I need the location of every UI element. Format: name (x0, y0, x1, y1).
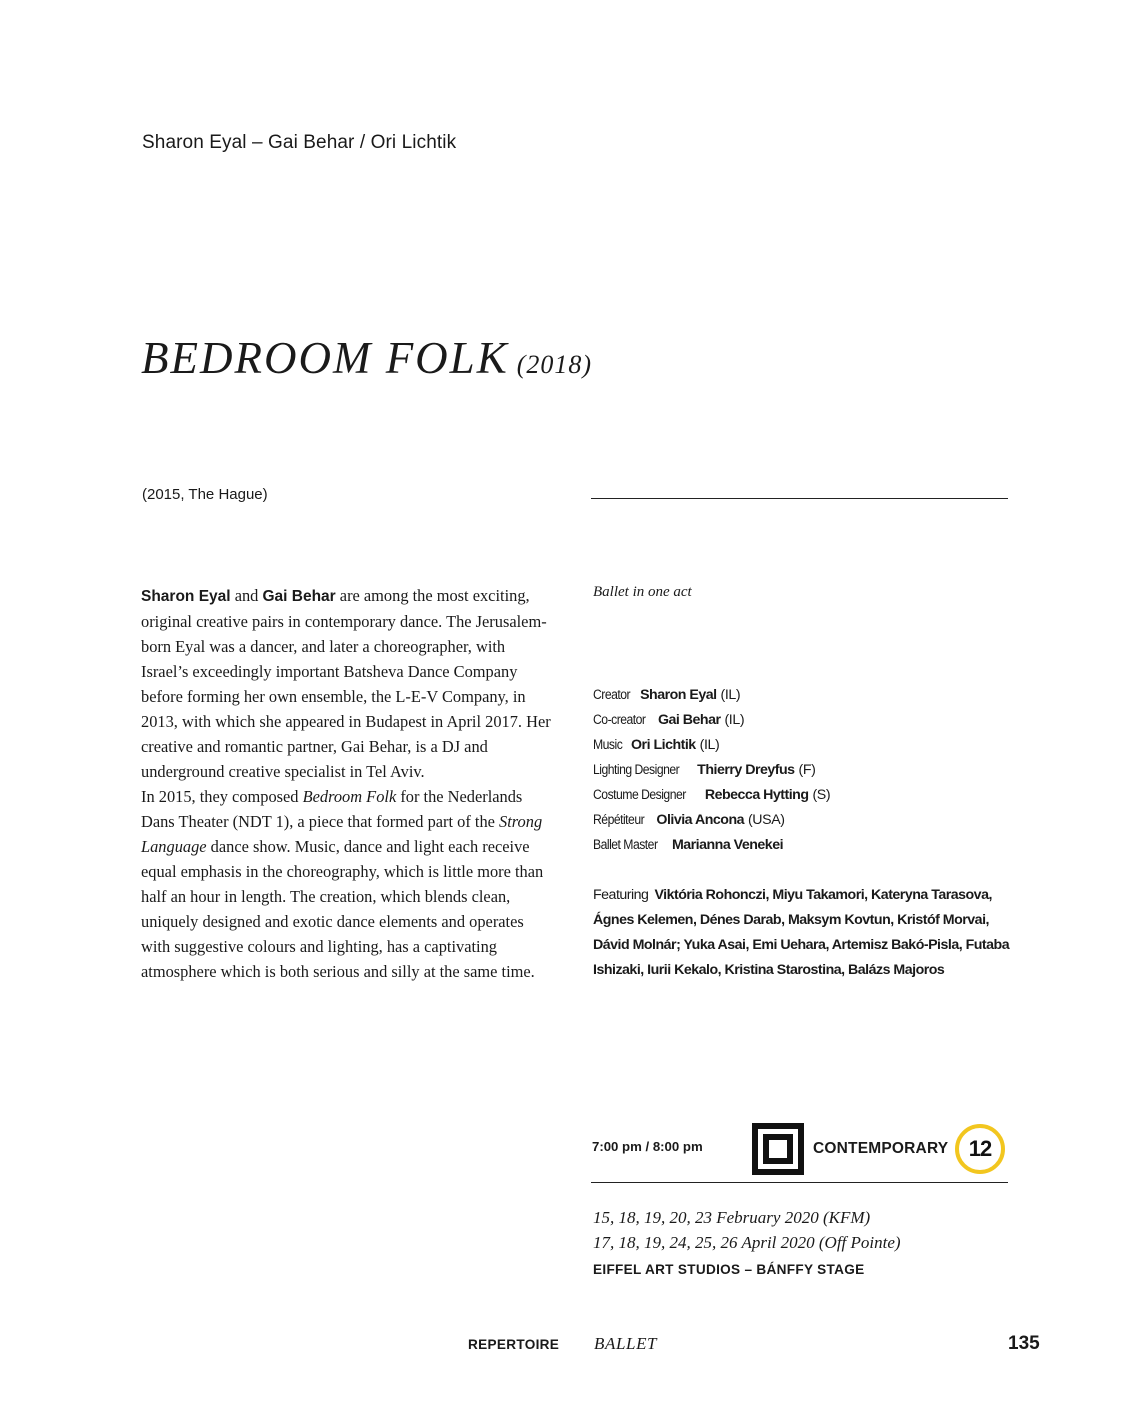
credit-name: Ori Lichtik (631, 737, 696, 753)
footer-section: REPERTOIRE (468, 1337, 560, 1352)
credit-row (593, 708, 830, 733)
body-p2-a: In 2015, they composed (141, 787, 303, 806)
featuring-cast (593, 883, 1023, 983)
credit-name: Olivia Ancona (656, 812, 745, 828)
credit-name: Thierry Dreyfus (697, 762, 795, 778)
credit-row (593, 683, 830, 708)
credit-role: Creator (593, 687, 631, 703)
credit-country: (F) (798, 762, 816, 778)
credit-name: Rebecca Hytting (704, 787, 809, 803)
credit-role: Répétiteur (593, 812, 645, 828)
credit-role: Co-creator (593, 712, 646, 728)
credit-name: Sharon Eyal (640, 687, 717, 703)
contemporary-square-icon (752, 1123, 804, 1175)
credit-country: (S) (812, 787, 831, 803)
credit-row (593, 783, 830, 808)
credit-country: (IL) (699, 737, 720, 753)
body-paragraph-2 (141, 784, 553, 984)
dates-february: 15, 18, 19, 20, 23 February 2020 (KFM) (593, 1208, 871, 1227)
footer-category: BALLET (594, 1334, 658, 1353)
authors-line: Sharon Eyal – Gai Behar / Ori Lichtik (142, 132, 457, 153)
page-title (141, 332, 592, 384)
credit-role: Ballet Master (593, 837, 658, 853)
divider-top (591, 498, 1008, 499)
title-main: BEDROOM FOLK (141, 333, 509, 383)
credit-country: (USA) (747, 812, 785, 828)
credit-name: Marianna Venekei (671, 837, 784, 853)
page-number: 135 (1008, 1333, 1040, 1354)
body-and: and (230, 586, 263, 605)
credit-name: Gai Behar (657, 712, 721, 728)
featuring-label: Featuring (593, 887, 649, 903)
credit-country: (IL) (724, 712, 745, 728)
divider-bottom (591, 1182, 1008, 1183)
title-year: (2018) (516, 350, 593, 379)
body-name-2: Gai Behar (262, 588, 336, 605)
age-rating-badge: 12 (955, 1124, 1005, 1174)
credit-role: Music (593, 737, 623, 753)
premiere-note: (2015, The Hague) (142, 486, 268, 503)
body-paragraph-1-rest: are among the most exciting, original creative pairs in contemporary dance. The Jerusalem-born Eyal was a dancer, and later a choreographer, with Israel’s exceedingly important Batsheva Dance Company before forming her own ensemble, the L-E-V Company, in 2013, with which she appeared in Budapest in April 2017. Her creative and romantic partner, Gai Behar, is a DJ and underground creative specialist in Tel Aviv. (141, 586, 551, 781)
credit-row (593, 733, 830, 758)
credit-role: Lighting Designer (593, 762, 680, 778)
credit-row (593, 808, 830, 833)
credit-row (593, 833, 830, 858)
dates-april: 17, 18, 19, 24, 25, 26 April 2020 (Off Pointe) (593, 1233, 901, 1252)
credit-row (593, 758, 830, 783)
credit-country: (IL) (720, 687, 741, 703)
credit-role: Costume Designer (593, 787, 686, 803)
genre: Ballet in one act (593, 584, 692, 600)
performance-times: 7:00 pm / 8:00 pm (592, 1139, 703, 1154)
body-p2-b: for the Nederlands Dans Theater (NDT 1), a piece that formed part of the (141, 787, 523, 831)
body-title-1: Bedroom Folk (302, 787, 397, 806)
category-label: CONTEMPORARY (813, 1140, 949, 1157)
body-title-2: Strong Language (141, 812, 543, 856)
body-name-1: Sharon Eyal (141, 588, 231, 605)
featuring-names: Viktória Rohonczi, Miyu Takamori, Kateryna Tarasova, Ágnes Kelemen, Dénes Darab, Maksym Kovtun, Kristóf Morvai, Dávid Molnár; Yuka Asai, Emi Uehara, Artemisz Bakó-Pisla, Futaba Ishizaki, Iurii Kekalo, Kristina Starostina, Balázs Majoros (593, 887, 1010, 978)
body-paragraph-1 (141, 583, 553, 784)
body-text (141, 583, 553, 984)
venue: EIFFEL ART STUDIOS – BÁNFFY STAGE (593, 1262, 865, 1277)
body-p2-c: dance show. Music, dance and light each receive equal emphasis in the choreography, which is little more than half an hour in length. The creation, which blends clean, uniquely designed and exotic dance elements and operates with suggestive colours and lighting, has a captivating atmosphere which is both serious and silly at the same time. (141, 837, 544, 981)
credits-list (593, 683, 830, 858)
